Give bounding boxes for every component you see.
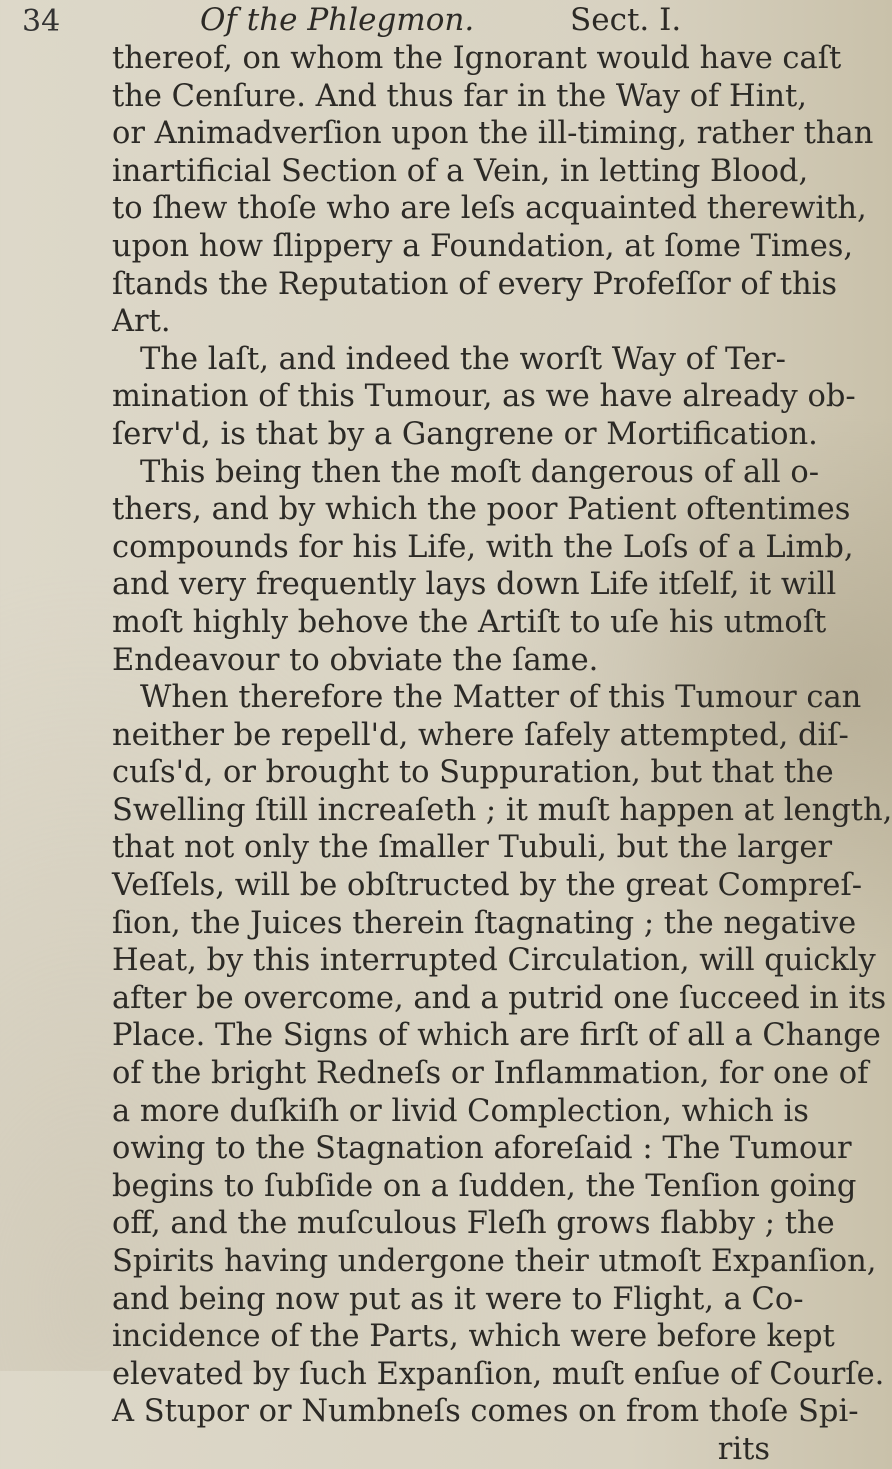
text-line: ſerv'd, is that by a Gangrene or Mortification. [112, 416, 818, 452]
body-text [112, 40, 892, 1469]
text-line: Heat, by this interrupted Circulation, will quickly [112, 943, 876, 979]
text-line: cuſs'd, or brought to Suppuration, but that the [112, 755, 834, 791]
text-line: Veſſels, will be obſtructed by the great Compreſ- [112, 868, 863, 904]
text-line: or Animadverſion upon the ill-timing, rather than [112, 116, 874, 152]
text-line: moſt highly behove the Artiſt to uſe his utmoſt [112, 604, 827, 640]
text-line: begins to ſubſide on a ſudden, the Tenſion going [112, 1168, 857, 1204]
text-line: that not only the ſmaller Tubuli, but the larger [112, 830, 833, 866]
text-line: upon how ſlippery a Foundation, at ſome Times, [112, 228, 854, 264]
catchword: rits [717, 1431, 770, 1467]
text-line: Art. [112, 304, 171, 340]
text-line: incidence of the Parts, which were before kept [112, 1319, 835, 1355]
text-line: a more duſkiſh or livid Complection, which is [112, 1093, 809, 1129]
text-line: off, and the muſculous Fleſh grows flabby ; the [112, 1206, 835, 1242]
text-line: ſtands the Reputation of every Profeſſor of this [112, 266, 838, 302]
text-line: owing to the Stagnation aforeſaid : The Tumour [112, 1131, 852, 1167]
text-line: thers, and by which the poor Patient oftentimes [112, 492, 851, 528]
text-line: to ſhew thoſe who are leſs acquainted therewith, [112, 191, 867, 227]
running-head-section: Sect. I. [570, 2, 682, 38]
text-line: This being then the moſt dangerous of all o- [140, 454, 819, 490]
text-line: inartificial Section of a Vein, in letting Blood, [112, 153, 809, 189]
text-line: neither be repell'd, where ſafely attempted, diſ- [112, 717, 849, 753]
text-line: The laſt, and indeed the worſt Way of Ter- [140, 341, 786, 377]
text-line: Endeavour to obviate the ſame. [112, 642, 599, 678]
text-line: the Cenſure. And thus far in the Way of Hint, [112, 78, 807, 114]
page-number: 34 [22, 4, 61, 39]
running-head-title: Of the Phlegmon. [200, 2, 475, 38]
text-line: and very frequently lays down Life itſelf, it will [112, 567, 837, 603]
running-head [200, 2, 760, 38]
text-line: Place. The Signs of which are firſt of all a Change [112, 1018, 881, 1054]
text-line: mination of this Tumour, as we have already ob- [112, 379, 856, 415]
text-line: thereof, on whom the Ignorant would have caſt [112, 41, 842, 76]
text-line: A Stupor or Numbneſs comes on from thoſe Spi- [112, 1394, 859, 1430]
text-line: compounds for his Life, with the Loſs of a Limb, [112, 529, 854, 565]
text-line: Swelling ſtill increaſeth ; it muſt happen at length, [112, 792, 892, 828]
text-line: elevated by ſuch Expanſion, muſt enſue of Courſe. [112, 1356, 885, 1392]
text-line: When therefore the Matter of this Tumour can [140, 680, 862, 716]
text-line: ſion, the Juices therein ſtagnating ; the negative [112, 905, 857, 941]
text-line: after be overcome, and a putrid one ſucceed in its [112, 980, 887, 1016]
text-line: and being now put as it were to Flight, a Co- [112, 1281, 804, 1317]
text-line: of the bright Redneſs or Inflammation, for one of [112, 1056, 869, 1092]
text-line: Spirits having undergone their utmoſt Expanſion, [112, 1244, 877, 1279]
